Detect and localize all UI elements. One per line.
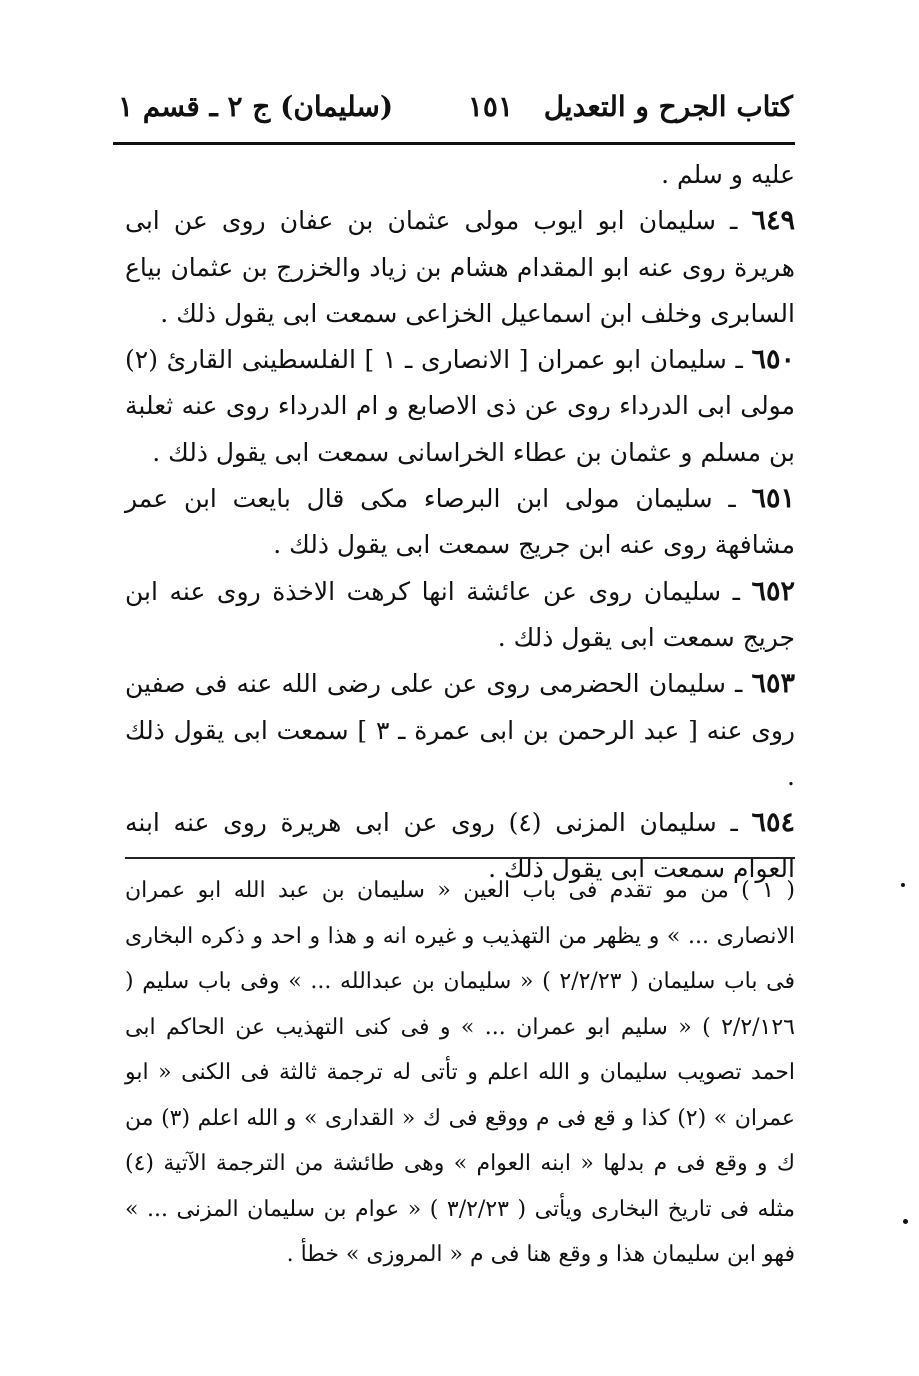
- scan-speck: [903, 1219, 908, 1224]
- book-title: كتاب الجرح و التعديل: [543, 90, 793, 123]
- entry-number: ٦٥١: [751, 483, 795, 515]
- entry-text: ـ سليمان مولى ابن البرصاء مكى قال بايعت ابن عمر مشافهة روى عنه ابن جريج سمعت ابى يقول ذلك .: [125, 484, 795, 560]
- entry-number: ٦٥٠: [751, 344, 795, 376]
- opening-line: عليه و سلم .: [661, 160, 795, 189]
- entry-number: ٦٥٢: [751, 575, 795, 607]
- entry-number: ٦٥٤: [751, 807, 795, 839]
- header-rule: [113, 142, 795, 145]
- entry-652: [125, 569, 795, 662]
- footnotes: [125, 868, 795, 1278]
- entry-649: [125, 198, 795, 337]
- section-label: (سليمان) ج ٢ ـ قسم ١: [118, 90, 394, 123]
- entry-text: ـ سليمان ابو عمران [ الانصارى ـ ١ ] الفلسطينى القارئ (٢) مولى ابى الدرداء روى عن ذى الاصابع و ام الدرداء روى عنه ثعلبة بن مسلم و عثمان بن عطاء الخراسانى سمعت ابى يقول ذلك .: [125, 345, 795, 467]
- scan-speck: [901, 883, 905, 887]
- page-number: ١٥١: [467, 90, 513, 123]
- entry-number: ٦٥٣: [751, 668, 795, 700]
- footnote-text: ( ١ ) من مو تقدم فى باب العين « سليمان بن عبد الله ابو عمران الانصارى ... » و يظهر من التهذيب و غيره انه و هذا و احد و ذكره البخارى فى باب سليمان ( ٢/٢/٢٣ ) « سليمان بن عبدالله ... » وفى باب سليم ( ٢/٢/١٢٦ ) « سليم ابو عمران ... » و فى كنى التهذيب عن الحاكم ابى احمد تصويب سليمان و الله اعلم و تأتى له ترجمة ثالثة فى الكنى « ابو عمران » (٢) كذا و قع فى م ووقع فى ك « القدارى » و الله اعلم (٣) من ك و وقع فى م بدلها « ابنه العوام » وهى طائشة من الترجمة الآتية (٤) مثله فى تاريخ البخارى ويأتى ( ٣/٢/٢٣ ) « عوام بن سليمان المزنى ... » فهو ابن سليمان هذا و وقع هنا فى م « المروزى » خطأ .: [125, 878, 796, 1267]
- entry-651: [125, 476, 795, 569]
- main-text: [125, 152, 795, 893]
- entry-number: ٦٤٩: [751, 205, 795, 237]
- entry-653: [125, 661, 795, 800]
- running-header: [118, 86, 793, 136]
- entry-text: ـ سليمان روى عن عائشة انها كرهت الاخذة روى عنه ابن جريج سمعت ابى يقول ذلك .: [125, 576, 795, 652]
- entry-text: ـ سليمان ابو ايوب مولى عثمان بن عفان روى عن ابى هريرة روى عنه ابو المقدام هشام بن زياد والخزرج بن عثمان بياع السابرى وخلف ابن اسماعيل الخزاعى سمعت ابى يقول ذلك .: [125, 206, 795, 328]
- entry-text: ـ سليمان الحضرمى روى عن على رضى الله عنه فى صفين روى عنه [ عبد الرحمن بن ابى عمرة ـ ٣ ] سمعت ابى يقول ذلك .: [125, 669, 796, 791]
- footnote-separator: [125, 857, 795, 859]
- entry-650: [125, 337, 795, 476]
- entry-text: ـ سليمان المزنى (٤) روى عن ابى هريرة روى عنه ابنه العوام سمعت ابى يقول ذلك .: [125, 808, 795, 884]
